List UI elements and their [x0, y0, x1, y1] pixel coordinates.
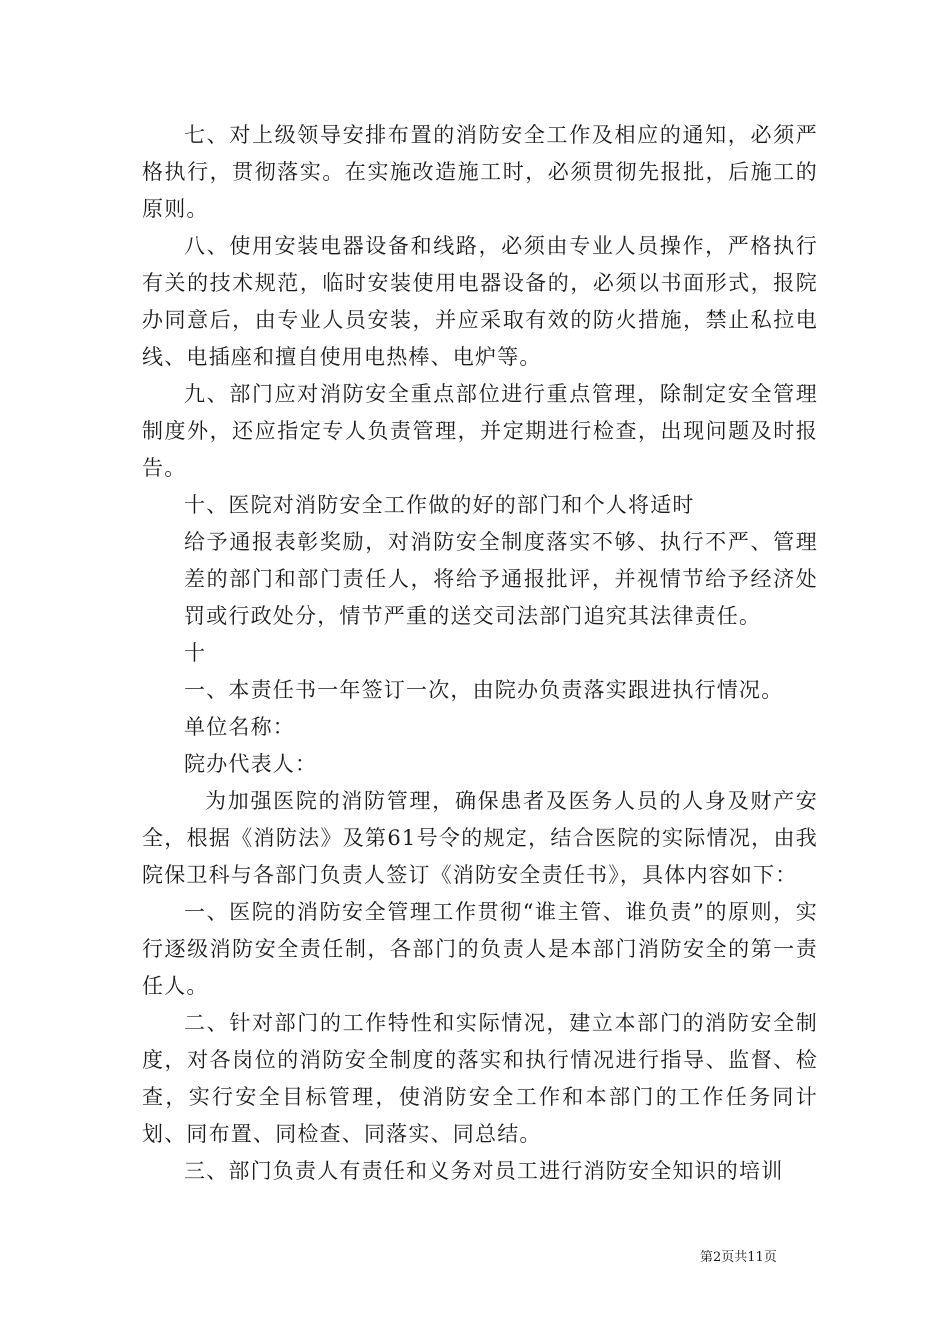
paragraph-1: 一、医院的消防安全管理工作贯彻“谁主管、谁负责”的原则，实行逐级消防安全责任制，各部门的负责人是本部门消防安全的第一责任人。 — [142, 900, 818, 998]
paragraph-10-line1: 十、医院对消防安全工作做的好的部门和个人将适时 — [184, 493, 695, 517]
paragraph-10-continued: 给予通报表彰奖励，对消防安全制度落实不够、执行不严、管理差的部门和部门责任人，将给予通报批评，并视情节给予经济处罚或行政处分，情节严重的送交司法部门追究其法律责任。 — [184, 530, 818, 628]
paragraph-8: 八、使用安装电器设备和线路，必须由专业人员操作，严格执行有关的技术规范，临时安装使用电器设备的，必须以书面形式，报院办同意后，由专业人员安装，并应采取有效的防火措施，禁止私拉电线、电插座和擅自使用电热棒、电炉等。 — [142, 234, 818, 369]
paragraph-2: 二、针对部门的工作特性和实际情况，建立本部门的消防安全制度，对各岗位的消防安全制度的落实和执行情况进行指导、监督、检查，实行安全目标管理，使消防安全工作和本部门的工作任务同计划、同布置、同检查、同落实、同总结。 — [142, 1011, 818, 1146]
paragraph-3: 三、部门负责人有责任和义务对员工进行消防安全知识的培训 — [184, 1159, 784, 1183]
paragraph-11-marker: 十 — [184, 641, 207, 665]
paragraph-7: 七、对上级领导安排布置的消防安全工作及相应的通知，必须严格执行，贯彻落实。在实施改造施工时，必须贯彻先报批，后施工的原则。 — [142, 123, 818, 221]
paragraph-9: 九、部门应对消防安全重点部位进行重点管理，除制定安全管理制度外，还应指定专人负责管理，并定期进行检查，出现问题及时报告。 — [142, 382, 818, 480]
intro-paragraph: 为加强医院的消防管理，确保患者及医务人员的人身及财产安全，根据《消防法》及第61号令的规定，结合医院的实际情况，由我院保卫科与各部门负责人签订《消防安全责任书》，具体内容如下： — [142, 789, 818, 887]
page-number: 第2页共11页 — [700, 1250, 777, 1265]
document-body — [142, 117, 818, 1190]
signature-unit-name: 单位名称： — [184, 715, 295, 739]
signature-representative: 院办代表人： — [184, 752, 318, 776]
paragraph-11: 一、本责任书一年签订一次，由院办负责落实跟进执行情况。 — [184, 678, 784, 702]
